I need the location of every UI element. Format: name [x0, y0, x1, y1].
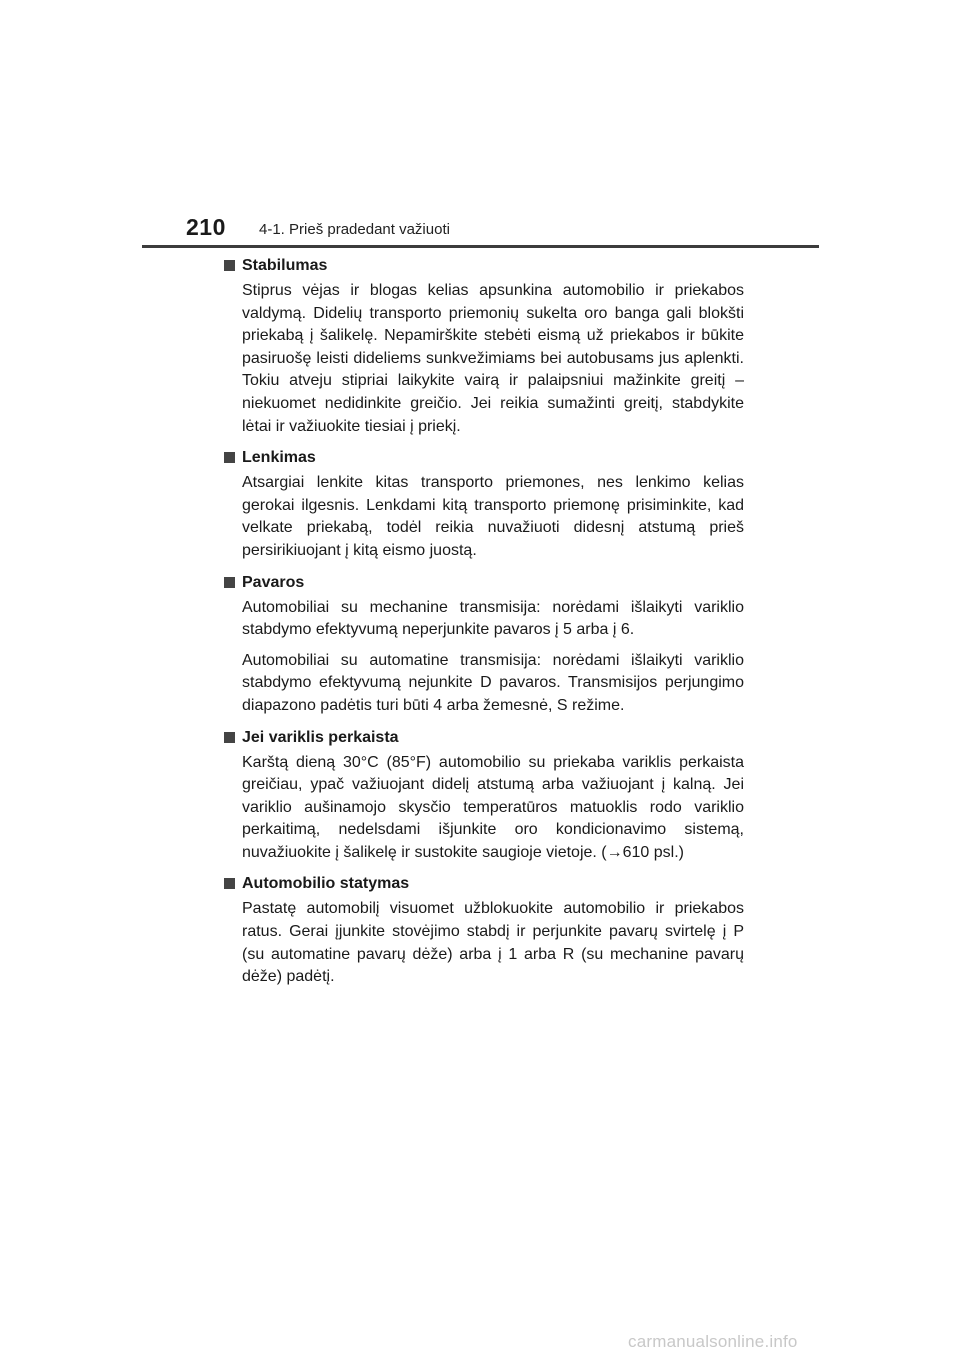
section-variklis-perkaista	[224, 726, 744, 865]
section-pavaros	[224, 571, 744, 718]
section-heading	[224, 571, 744, 595]
watermark-text: carmanualsonline.info	[628, 1332, 798, 1351]
page-header	[0, 212, 960, 248]
section-heading-text: Lenkimas	[242, 449, 316, 467]
section-paragraph: Stiprus vėjas ir blogas kelias apsunkina automobilio ir priekabos valdymą. Didelių transporto priemonių sukelta oro banga gali blokšti priekabą į šalikelę. Nepamirškite stebėti eismą už priekabos ir būkite pasiruošę leisti dideliems sunkvežimiams bei autobusams jus aplenkti. Tokiu atveju stipriai laikykite vairą ir palaipsniui mažinkite greitį – niekuomet nedidinkite greičio. Jei reikia sumažinti greitį, stabdykite lėtai ir važiuokite tiesiai į priekį.	[242, 282, 744, 435]
section-paragraph: Karštą dieną 30°C (85°F) automobilio su priekaba variklis perkaista greičiau, ypač važiuojant didelį atstumą arba važiuojant į kalną. Jei variklio aušinamojo skysčio temperatūros matuoklis rodo variklio perkaitimą, nedelsdami išjunkite oro kondicionavimo sistemą, nuvažiuokite į šalikelę ir sustokite saugioje vietoje. (→610 psl.)	[242, 753, 744, 861]
page-content	[224, 254, 744, 997]
section-lenkimas	[224, 446, 744, 562]
square-bullet-icon	[224, 452, 235, 463]
section-heading-text: Automobilio statymas	[242, 875, 410, 893]
section-statymas	[224, 872, 744, 988]
header-divider	[142, 245, 819, 248]
chapter-title: 4-1. Prieš pradedant važiuoti	[259, 221, 450, 238]
square-bullet-icon	[224, 577, 235, 588]
section-heading-text: Pavaros	[242, 573, 305, 591]
section-heading	[224, 726, 744, 750]
section-heading-text: Jei variklis perkaista	[242, 728, 399, 746]
section-paragraph: Atsargiai lenkite kitas transporto priemones, nes lenkimo kelias gerokai ilgesnis. Lenkdami kitą transporto priemonę prisiminkite, kad velkate priekabą, todėl reikia nuvažiuoti didesnį atstumą prieš persirikiuojant į kitą eismo juostą.	[242, 474, 744, 559]
page-number: 210	[186, 214, 226, 240]
section-heading	[224, 254, 744, 278]
section-paragraph: Automobiliai su automatine transmisija: norėdami išlaikyti variklio stabdymo efektyvumą nejunkite D pavaros. Transmisijos perjungimo diapazono padėtis turi būti 4 arba žemesnė, S režime.	[242, 651, 744, 714]
square-bullet-icon	[224, 260, 235, 271]
section-paragraph: Pastatę automobilį visuomet užblokuokite automobilio ir priekabos ratus. Gerai įjunkite stovėjimo stabdį ir perjunkite pavarų svirtelę į P (su automatine pavarų dėže) arba į 1 arba R (su mechanine pavarų dėže) padėtį.	[242, 900, 744, 986]
square-bullet-icon	[224, 732, 235, 743]
square-bullet-icon	[224, 878, 235, 889]
section-stabilumas	[224, 254, 744, 438]
section-heading-text: Stabilumas	[242, 257, 328, 274]
section-paragraph: Automobiliai su mechanine transmisija: norėdami išlaikyti variklio stabdymo efektyvumą neperjunkite pavaros į 5 arba į 6.	[242, 598, 744, 639]
section-heading	[224, 872, 744, 896]
section-heading	[224, 446, 744, 470]
